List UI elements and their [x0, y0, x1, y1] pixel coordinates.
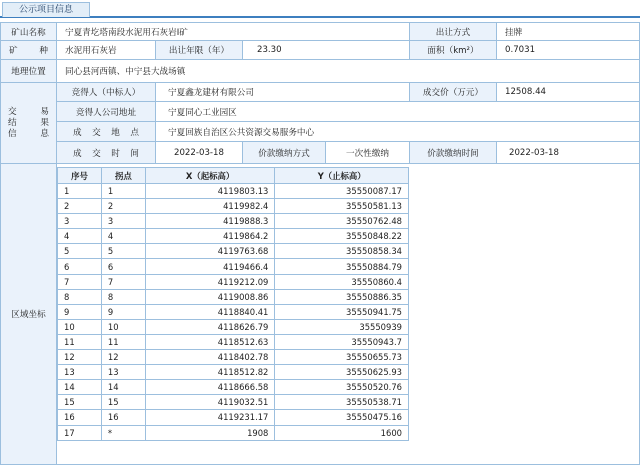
cell-point: 16	[101, 410, 145, 425]
time-label-char: 间	[130, 148, 139, 159]
tab-bar	[0, 0, 640, 18]
coords-header-row	[58, 168, 409, 184]
trade-place-label	[56, 121, 156, 142]
cell-index: 13	[58, 365, 102, 380]
cell-index: 8	[58, 289, 102, 304]
cell-point: 6	[101, 259, 145, 274]
mine-name-value: 宁夏青圪塔南段水泥用石灰岩Ⅰ矿	[56, 22, 410, 41]
cell-y: 35550884.79	[275, 259, 409, 274]
cell-point: 13	[101, 365, 145, 380]
place-label-char: 地	[111, 127, 120, 138]
table-row	[58, 380, 409, 395]
coords-table	[57, 167, 409, 441]
cell-x: 4119212.09	[145, 274, 275, 289]
mineral-type-label	[0, 40, 57, 60]
payment-method-value: 一次性缴纳	[325, 141, 410, 164]
cell-point: 15	[101, 395, 145, 410]
cell-index: 10	[58, 319, 102, 334]
cell-point: 10	[101, 319, 145, 334]
cell-x: 4118512.63	[145, 334, 275, 349]
trade-time-label	[56, 141, 156, 164]
cell-index: 2	[58, 199, 102, 214]
cell-y: 35550848.22	[275, 229, 409, 244]
trade-label-char: 易	[40, 106, 49, 117]
table-row	[58, 410, 409, 425]
mineral-label-char-b: 种	[39, 46, 48, 56]
table-row	[58, 184, 409, 199]
cell-point: 4	[101, 229, 145, 244]
col-header-y: Y（止标高）	[275, 168, 409, 184]
cell-x: 4119008.86	[145, 289, 275, 304]
cell-index: 14	[58, 380, 102, 395]
price-label: 成交价（万元）	[409, 82, 497, 102]
cell-y: 35550886.35	[275, 289, 409, 304]
trade-label-char: 信	[8, 128, 17, 139]
col-header-point: 拐点	[101, 168, 145, 184]
table-row	[58, 365, 409, 380]
cell-y: 35550939	[275, 319, 409, 334]
cell-y: 1600	[275, 425, 409, 440]
cell-y: 35550520.76	[275, 380, 409, 395]
cell-x: 1908	[145, 425, 275, 440]
payment-method-label: 价款缴纳方式	[242, 141, 326, 164]
table-row	[58, 229, 409, 244]
cell-x: 4118840.41	[145, 304, 275, 319]
cell-x: 4118666.58	[145, 380, 275, 395]
coords-table-wrap	[57, 167, 409, 441]
cell-index: 6	[58, 259, 102, 274]
mine-name-label: 矿山名称	[0, 22, 57, 41]
transfer-method-value: 挂牌	[496, 22, 640, 41]
cell-y: 35550625.93	[275, 365, 409, 380]
cell-y: 35550858.34	[275, 244, 409, 259]
cell-x: 4118626.79	[145, 319, 275, 334]
cell-x: 4119763.68	[145, 244, 275, 259]
time-label-char: 时	[111, 148, 120, 159]
cell-x: 4119032.51	[145, 395, 275, 410]
place-label-char: 点	[130, 127, 139, 138]
time-label-char: 交	[92, 148, 101, 159]
trade-place-value: 宁夏回族自治区公共资源交易服务中心	[155, 121, 640, 142]
cell-index: 12	[58, 350, 102, 365]
table-row	[58, 395, 409, 410]
cell-y: 35550538.71	[275, 395, 409, 410]
cell-y: 35550943.7	[275, 334, 409, 349]
address-value: 宁夏同心工业园区	[155, 101, 640, 122]
cell-index: 3	[58, 214, 102, 229]
cell-index: 11	[58, 334, 102, 349]
cell-y: 35550087.17	[275, 184, 409, 199]
cell-point: 2	[101, 199, 145, 214]
table-row	[58, 214, 409, 229]
trade-label-char: 果	[40, 117, 49, 128]
table-row	[58, 334, 409, 349]
table-row	[58, 259, 409, 274]
mineral-label-char-a: 矿	[9, 46, 18, 56]
payment-time-label: 价款缴纳时间	[409, 141, 497, 164]
cell-y: 35550475.16	[275, 410, 409, 425]
cell-y: 35550762.48	[275, 214, 409, 229]
bidder-value: 宁夏鑫龙建材有限公司	[155, 82, 410, 102]
bidder-label: 竞得人（中标人）	[56, 82, 156, 102]
trade-label-char: 交	[8, 106, 17, 117]
table-row	[58, 425, 409, 440]
tab-project-info[interactable]: 公示项目信息	[2, 2, 90, 17]
mineral-type-value: 水泥用石灰岩	[56, 40, 156, 60]
cell-y: 35550941.75	[275, 304, 409, 319]
location-value: 同心县河西镇、中宁县大战场镇	[56, 59, 640, 83]
cell-index: 9	[58, 304, 102, 319]
table-row	[58, 244, 409, 259]
cell-point: 8	[101, 289, 145, 304]
cell-x: 4118402.78	[145, 350, 275, 365]
cell-index: 15	[58, 395, 102, 410]
cell-point: 7	[101, 274, 145, 289]
cell-x: 4119231.17	[145, 410, 275, 425]
area-value: 0.7031	[496, 40, 640, 60]
cell-index: 16	[58, 410, 102, 425]
cell-index: 5	[58, 244, 102, 259]
cell-x: 4119982.4	[145, 199, 275, 214]
cell-index: 4	[58, 229, 102, 244]
col-header-index: 序号	[58, 168, 102, 184]
cell-x: 4119803.13	[145, 184, 275, 199]
payment-time-value: 2022-03-18	[496, 141, 640, 164]
cell-point: 1	[101, 184, 145, 199]
trade-label-char: 结	[8, 117, 17, 128]
transfer-method-label: 出让方式	[409, 22, 497, 41]
cell-point: 9	[101, 304, 145, 319]
cell-point: *	[101, 425, 145, 440]
cell-y: 35550860.4	[275, 274, 409, 289]
cell-x: 4118512.82	[145, 365, 275, 380]
col-header-x: X（起标高）	[145, 168, 275, 184]
trade-time-value: 2022-03-18	[155, 141, 243, 164]
cell-point: 11	[101, 334, 145, 349]
cell-x: 4119466.4	[145, 259, 275, 274]
cell-y: 35550655.73	[275, 350, 409, 365]
area-label: 面积（km²）	[409, 40, 497, 60]
table-row	[58, 319, 409, 334]
table-row	[58, 199, 409, 214]
cell-x: 4119888.3	[145, 214, 275, 229]
cell-point: 12	[101, 350, 145, 365]
cell-point: 5	[101, 244, 145, 259]
table-row	[58, 350, 409, 365]
cell-x: 4119864.2	[145, 229, 275, 244]
cell-index: 7	[58, 274, 102, 289]
table-row	[58, 289, 409, 304]
cell-point: 14	[101, 380, 145, 395]
table-row	[58, 274, 409, 289]
coords-table-body	[58, 184, 409, 441]
coords-section-label: 区域坐标	[0, 163, 57, 465]
address-label: 竞得人公司地址	[56, 101, 156, 122]
trade-label-char: 息	[40, 128, 49, 139]
table-row	[58, 304, 409, 319]
trade-result-label	[0, 82, 57, 164]
cell-index: 17	[58, 425, 102, 440]
term-value: 23.30	[242, 40, 410, 60]
term-label: 出让年限（年）	[155, 40, 243, 60]
location-label: 地理位置	[0, 59, 57, 83]
place-label-char: 成	[73, 127, 82, 138]
price-value: 12508.44	[496, 82, 640, 102]
cell-point: 3	[101, 214, 145, 229]
time-label-char: 成	[73, 148, 82, 159]
place-label-char: 交	[92, 127, 101, 138]
cell-y: 35550581.13	[275, 199, 409, 214]
cell-index: 1	[58, 184, 102, 199]
